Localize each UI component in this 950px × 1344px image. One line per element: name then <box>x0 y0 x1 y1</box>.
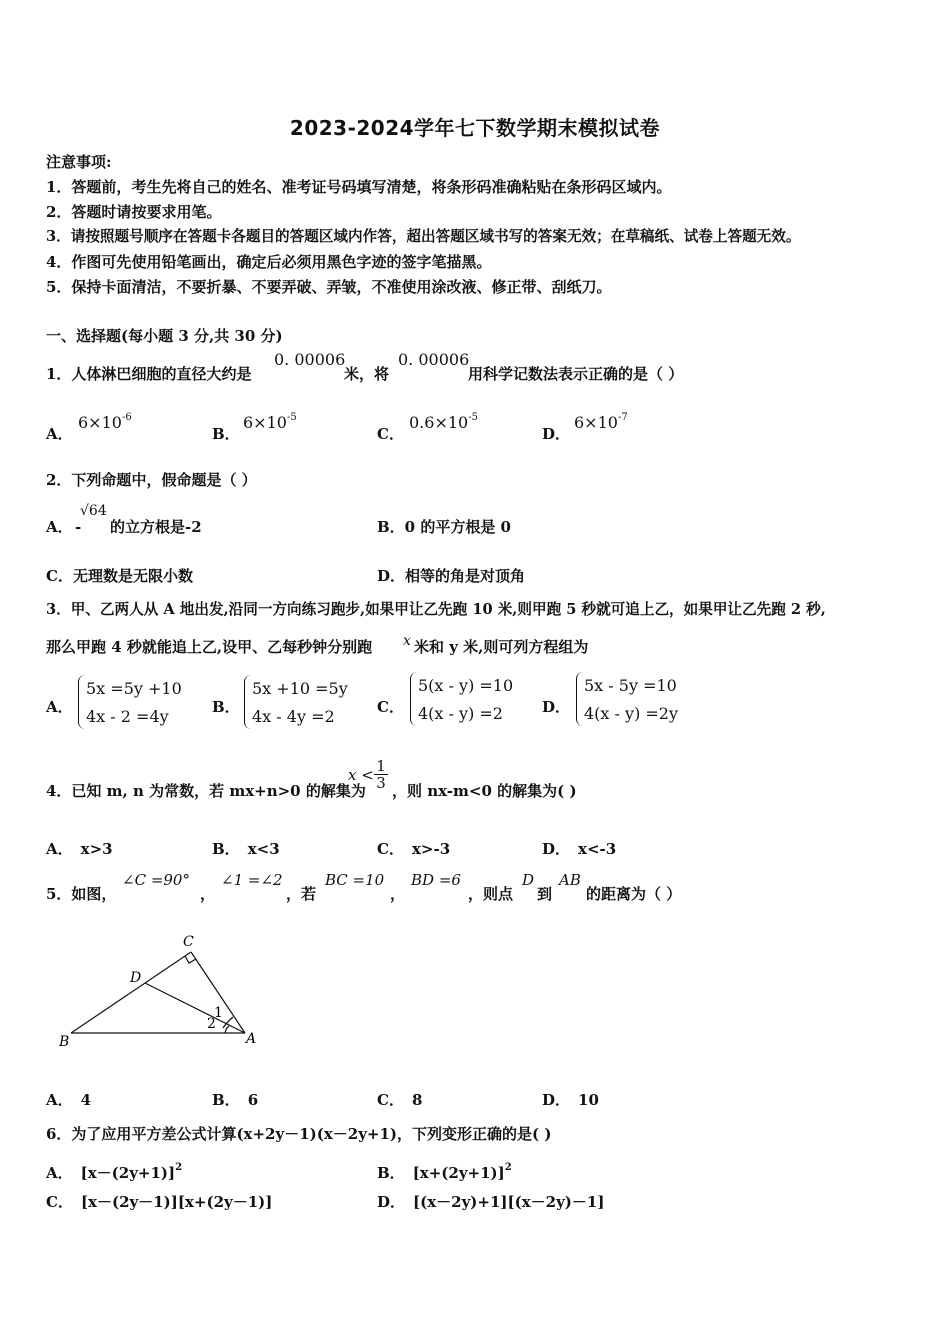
q5-option-d: D． 10 <box>542 1091 599 1109</box>
label-c: C <box>183 934 194 950</box>
q2-option-c: C．无理数是无限小数 <box>46 567 193 585</box>
q1-prefix: 1．人体淋巴细胞的直径大约是 <box>46 365 252 383</box>
q1-mid: 米，将 <box>344 365 390 383</box>
q5-condition-bc: BC =10 <box>325 871 385 889</box>
q6-option-a: A． $[x-(2y+1)]^2$ <box>46 1162 183 1182</box>
section-heading: 一、选择题(每小题 3 分,共 30 分) <box>46 327 283 345</box>
q3-line-2b: 米和 y 米,则可列方程组为 <box>414 638 589 656</box>
q3-variable-x: x <box>403 633 411 649</box>
q5-sep: ，则点 <box>468 885 514 903</box>
q1-value-2: 0. 00006 <box>398 350 470 369</box>
q2-option-a-minus: - <box>75 518 82 536</box>
q4-denominator: 3 <box>374 774 388 791</box>
label-a: A <box>246 1031 257 1047</box>
q4-prefix: 4．已知 m, n 为常数，若 mx+n>0 的解集为 <box>46 782 366 800</box>
notice-item: 1．答题前，考生先将自己的姓名、准考证号码填写清楚，将条形码准确粘贴在条形码区域内。 <box>46 178 672 196</box>
label-d: D <box>130 970 142 986</box>
q5-suffix: 的距离为（ ） <box>586 885 682 903</box>
q4-inequality: x < <box>348 766 374 784</box>
q5-sep: ， <box>390 885 406 903</box>
q1-suffix: 用科学记数法表示正确的是（ ） <box>468 365 684 383</box>
q5-option-c: C． 8 <box>377 1091 423 1109</box>
q5-condition-angle-c: ∠C =90° <box>122 871 190 889</box>
q4-option-a: A． x>3 <box>46 840 113 858</box>
page-title: 2023-2024学年七下数学期末模拟试卷 <box>289 116 661 140</box>
label-b: B <box>59 1034 70 1050</box>
q1-option-c-label: C． <box>377 425 404 443</box>
q3-option-c-label: C． <box>377 698 404 716</box>
q4-option-b: B． x<3 <box>212 840 280 858</box>
notice-heading: 注意事项: <box>46 153 112 171</box>
exam-page: 2023-2024学年七下数学期末模拟试卷 注意事项: 1．答题前，考生先将自己的姓名、准考证号码填写清楚，将条形码准确粘贴在条形码区域内。 2．答题时请按要求用笔。 3．请按照题号顺序在答题卡各题目的答题区域内作答，超出答题区域书写的答案无效；在草稿纸、试卷上答题无效。 4．作图可先使用铅笔画出，确定后必须用黑色字迹的签字笔描黑。 5．保持卡面清洁，不要折暴、不要弄破、弄皱，不准使用涂改液、修正带、刮纸刀。 一、选择题(每小题 3 分,共 30 分) 1．人体淋巴细胞的直径大约是 0. 00006 米，将 0. 00006 用科学记数法表示正确的是（ ） A． $6\times 10^{-6}$ B． $6\times 10^{-5}$ C． $0.6\times 10^{-5}$ D． $6\times 10^{-7}$ 2．下列命题中，假命题是（ ） A． - √64 的立方根是-2 B．0 的平方根是 0 C．无理数是无限小数 D．相等的角是对顶角 3．甲、乙两人从 A 地出发,沿同一方向练习跑步,如果甲让乙先跑 10 米,则甲跑 5 秒就可追上乙，如果甲让乙先跑 2 秒, 那么甲跑 4 秒就能追上乙,设甲、乙每秒钟分别跑 x 米和 y 米,则可列方程组为 A． 5x =5y +10 4x - 2 =4y B． 5x +10 =5y 4x - 4y =2 C． 5(x - y) =10 4(x - y) =2 D． 5x - 5y =10 4(x - y) =2y 4．已知 m, n 为常数，若 mx+n>0 的解集为 x < $\frac{1}{3}$ ，则 nx-m<0 的解集为( ) A． x>3 B． x<3 C． x>-3 D． x<-3 5．如图， ∠C =90° ， ∠1 =∠2 ，若 BC =10 ， BD =6 ，则点 D 到 AB 的距离为（ ） C D B A 1 2 A． 4 B． 6 C． 8 D． 10 6．为了应用平方差公式计算(x+2y－1)(x－2y+1)，下列变形正确的是( ) A． $[x-(2y+1)]^2$ B． $[x+(2y+1)]^2$ C． [x－(2y－1)][x+(2y－1)] D． [(x－2y)+1][(x－2y)－1] <box>0 0 950 1344</box>
q5-point-d: D <box>522 871 535 889</box>
q3-option-b-label: B． <box>212 698 240 716</box>
q5-condition-bd: BD =6 <box>411 871 461 889</box>
label-angle-1: 1 <box>214 1005 223 1021</box>
q2-option-b: B．0 的平方根是 0 <box>377 518 511 536</box>
q5-triangle-figure <box>55 930 270 1055</box>
q4-option-d: D． x<-3 <box>542 840 617 858</box>
q5-condition-angles: ∠1 =∠2 <box>221 871 283 889</box>
q1-option-b-label: B． <box>212 425 240 443</box>
q3-option-a-label: A． <box>46 698 73 716</box>
q4-fraction <box>374 758 388 791</box>
notice-item: 3．请按照题号顺序在答题卡各题目的答题区域内作答，超出答题区域书写的答案无效；在草稿纸、试卷上答题无效。 <box>46 228 801 245</box>
q2-option-a-text: 的立方根是-2 <box>110 518 202 536</box>
q4-option-c: C． x>-3 <box>377 840 451 858</box>
q1-option-d: $6\times 10^{-7}$ <box>574 412 628 432</box>
q3-line-2a: 那么甲跑 4 秒就能追上乙,设甲、乙每秒钟分别跑 <box>46 638 373 656</box>
q5-prefix: 5．如图， <box>46 885 117 903</box>
q3-option-d-label: D． <box>542 698 571 716</box>
q4-suffix: ，则 nx-m<0 的解集为( ) <box>392 782 577 800</box>
q5-option-b: B． 6 <box>212 1091 259 1109</box>
notice-item: 2．答题时请按要求用笔。 <box>46 203 222 221</box>
q5-sep: ，若 <box>286 885 317 903</box>
q2-option-a-radical: √64 <box>80 503 107 519</box>
segment-da <box>145 983 245 1033</box>
q5-option-a: A． 4 <box>46 1091 92 1109</box>
q5-sep: ， <box>200 885 216 903</box>
q6-option-c: C． [x－(2y－1)][x+(2y－1)] <box>46 1193 273 1211</box>
notice-item: 5．保持卡面清洁，不要折暴、不要弄破、弄皱，不准使用涂改液、修正带、刮纸刀。 <box>46 278 612 296</box>
q1-value-1: 0. 00006 <box>274 350 346 369</box>
q5-segment-ab: AB <box>559 871 581 889</box>
q2-stem: 2．下列命题中，假命题是（ ） <box>46 471 257 489</box>
q1-option-a-label: A． <box>46 425 73 443</box>
label-angle-2: 2 <box>207 1016 216 1032</box>
q1-option-c: $0.6\times 10^{-5}$ <box>409 412 478 432</box>
q2-option-a-label: A． <box>46 518 73 536</box>
q1-option-d-label: D． <box>542 425 571 443</box>
q6-option-d: D． [(x－2y)+1][(x－2y)－1] <box>377 1193 605 1211</box>
q1-option-a: $6\times 10^{-6}$ <box>78 412 132 432</box>
notice-item: 4．作图可先使用铅笔画出，确定后必须用黑色字迹的签字笔描黑。 <box>46 253 492 271</box>
q6-option-b: B． $[x+(2y+1)]^2$ <box>377 1162 512 1182</box>
segment-bc <box>71 952 191 1033</box>
q3-line-1: 3．甲、乙两人从 A 地出发,沿同一方向练习跑步,如果甲让乙先跑 10 米,则甲跑 5 秒就可追上乙，如果甲让乙先跑 2 秒, <box>46 601 826 618</box>
q5-sep: 到 <box>537 885 553 903</box>
q1-option-b: $6\times 10^{-5}$ <box>243 412 297 432</box>
q2-option-d: D．相等的角是对顶角 <box>377 567 526 585</box>
angle-arc-2 <box>225 1026 229 1033</box>
q4-numerator: 1 <box>376 757 386 775</box>
q6-stem: 6．为了应用平方差公式计算(x+2y－1)(x－2y+1)，下列变形正确的是( ) <box>46 1125 552 1143</box>
